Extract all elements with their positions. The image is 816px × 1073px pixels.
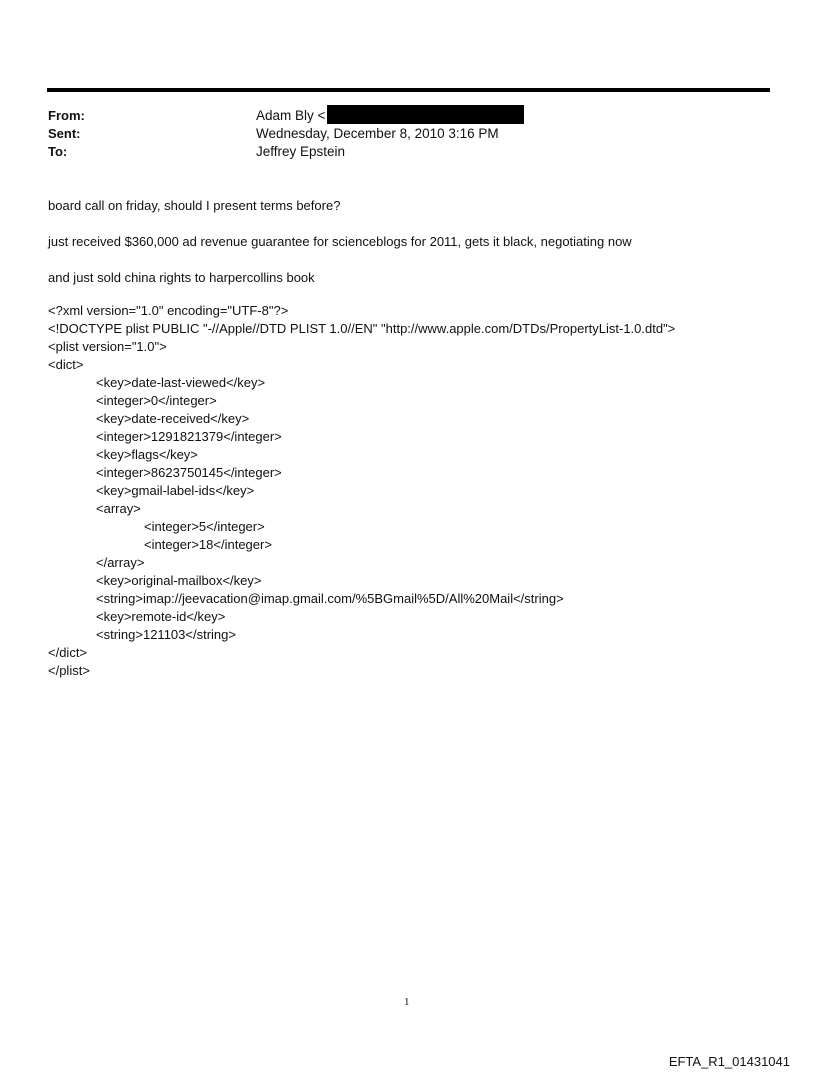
plist-line: </dict> bbox=[48, 645, 88, 660]
plist-line: <string>imap://jeevacation@imap.gmail.com/%5BGmail%5D/All%20Mail</string> bbox=[96, 591, 564, 606]
plist-line: <key>date-last-viewed</key> bbox=[96, 375, 266, 390]
from-value bbox=[256, 107, 524, 125]
to-label: To: bbox=[48, 144, 68, 159]
plist-line: <integer>5</integer> bbox=[144, 519, 265, 534]
sent-value: Wednesday, December 8, 2010 3:16 PM bbox=[256, 126, 499, 141]
body-line-2: just received $360,000 ad revenue guarantee for scienceblogs for 2011, gets it black, negotiating now bbox=[48, 234, 632, 249]
body-line-1: board call on friday, should I present terms before? bbox=[48, 198, 341, 213]
header-rule bbox=[47, 88, 770, 92]
plist-block bbox=[48, 302, 675, 680]
plist-line: <key>original-mailbox</key> bbox=[96, 573, 262, 588]
plist-line: <key>date-received</key> bbox=[96, 411, 250, 426]
from-label: From: bbox=[48, 108, 85, 123]
document-id: EFTA_R1_01431041 bbox=[668, 1054, 790, 1069]
plist-line: <key>flags</key> bbox=[96, 447, 198, 462]
page-number: 1 bbox=[404, 996, 410, 1008]
plist-line: <dict> bbox=[48, 357, 84, 372]
plist-line: <!DOCTYPE plist PUBLIC "-//Apple//DTD PLIST 1.0//EN" "http://www.apple.com/DTDs/PropertyList-1.0.dtd"> bbox=[48, 321, 676, 336]
sender-name: Adam Bly < bbox=[256, 108, 326, 123]
sent-label: Sent: bbox=[48, 126, 81, 141]
plist-line: <integer>18</integer> bbox=[144, 537, 272, 552]
to-value: Jeffrey Epstein bbox=[256, 144, 346, 159]
redaction-block bbox=[327, 105, 524, 124]
plist-line: <integer>8623750145</integer> bbox=[96, 465, 282, 480]
plist-line: <key>gmail-label-ids</key> bbox=[96, 483, 255, 498]
plist-line: <key>remote-id</key> bbox=[96, 609, 226, 624]
plist-line: <?xml version="1.0" encoding="UTF-8"?> bbox=[48, 303, 289, 318]
plist-line: <plist version="1.0"> bbox=[48, 339, 167, 354]
plist-line: <integer>1291821379</integer> bbox=[96, 429, 282, 444]
plist-line: <integer>0</integer> bbox=[96, 393, 217, 408]
plist-line: </plist> bbox=[48, 663, 90, 678]
plist-line: </array> bbox=[96, 555, 145, 570]
plist-line: <string>121103</string> bbox=[96, 627, 236, 642]
plist-line: <array> bbox=[96, 501, 141, 516]
body-line-3: and just sold china rights to harpercollins book bbox=[48, 270, 315, 285]
